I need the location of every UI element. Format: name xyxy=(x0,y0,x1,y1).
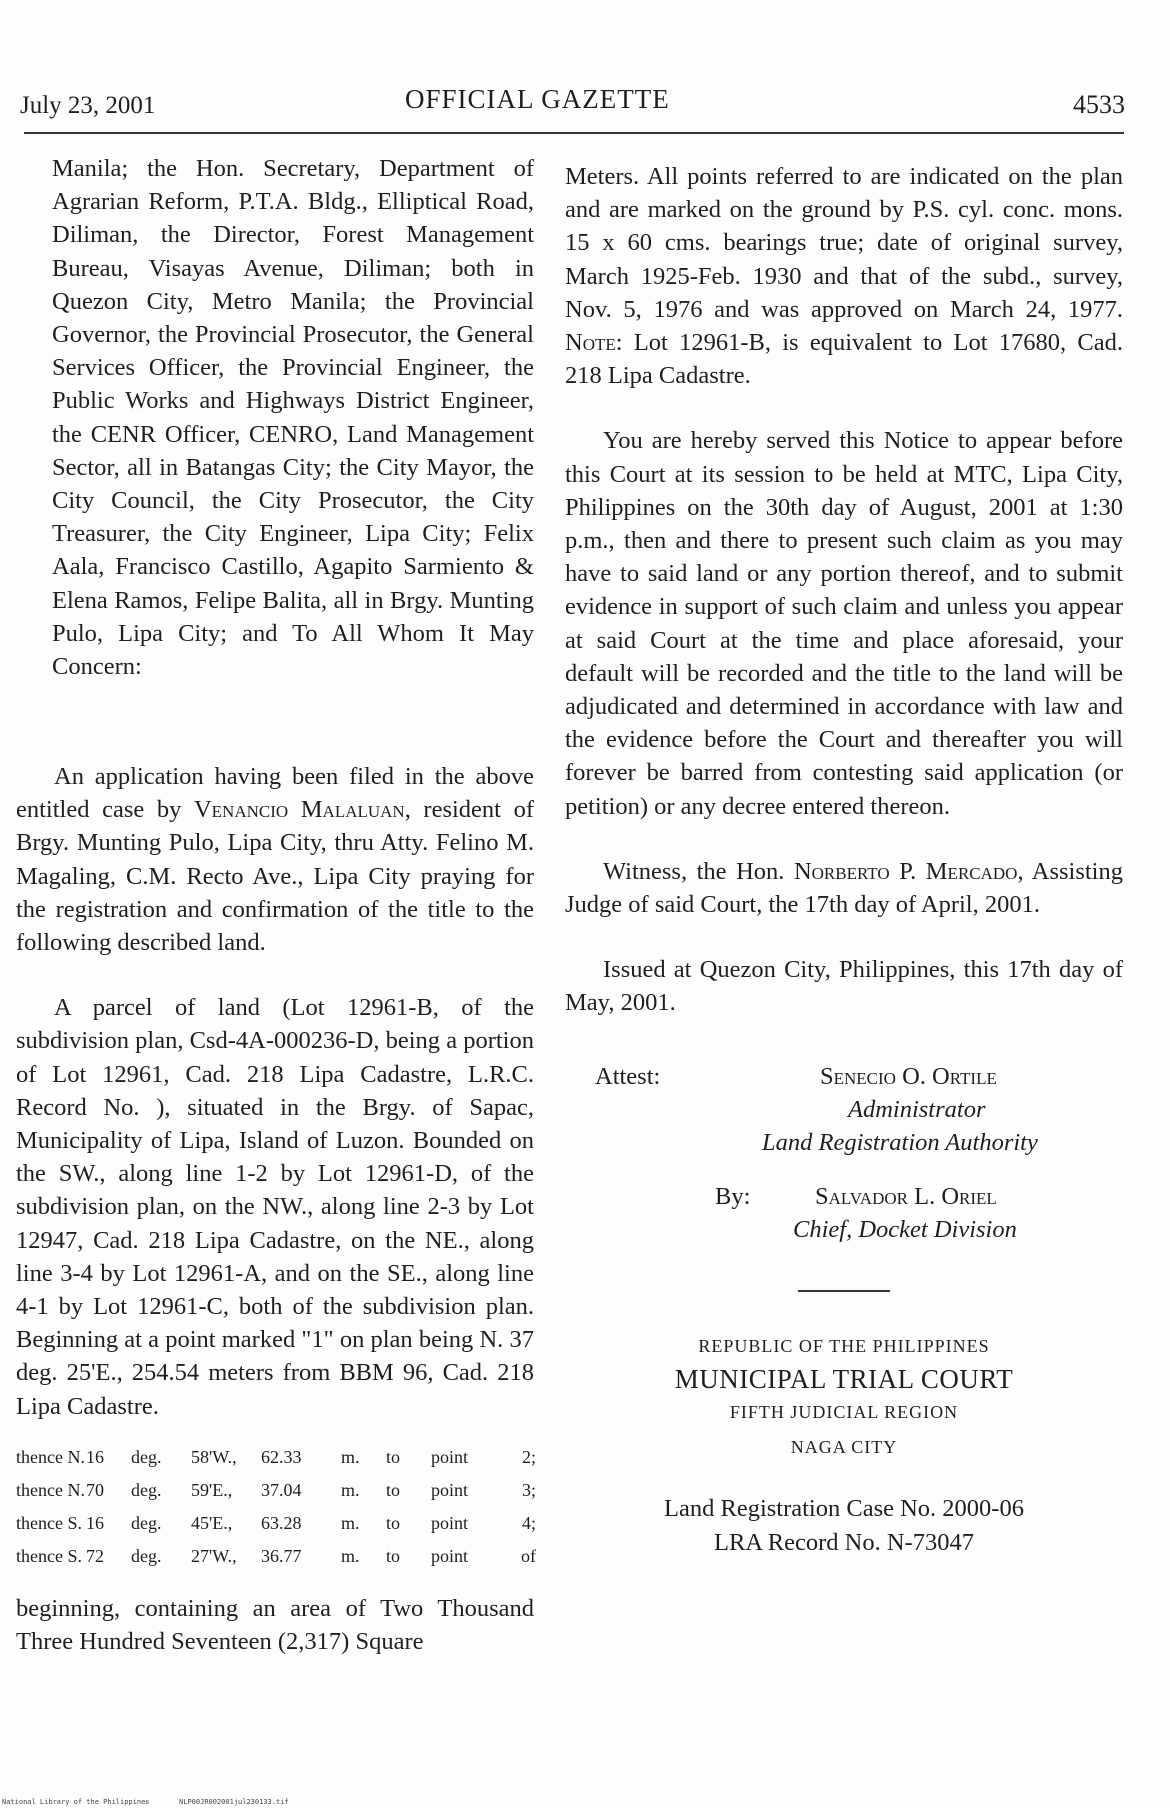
courses-table xyxy=(16,1441,536,1574)
attest-role: Administrator xyxy=(848,1095,986,1123)
area-paragraph: beginning, containing an area of Two Thousand Three Hundred Seventeen (2,317) Square xyxy=(16,1594,534,1655)
course-row xyxy=(16,1507,536,1540)
left-column-lower xyxy=(16,760,534,1658)
by-role: Chief, Docket Division xyxy=(793,1215,1017,1243)
course-cell: thence S. xyxy=(16,1513,82,1534)
course-cell: point xyxy=(431,1480,469,1501)
course-cell: deg. xyxy=(131,1480,162,1501)
lra-record-number: LRA Record No. N-73047 xyxy=(714,1528,974,1556)
attest-label: Attest: xyxy=(595,1062,661,1090)
case-number: Land Registration Case No. 2000-06 xyxy=(664,1495,1024,1523)
course-row xyxy=(16,1540,536,1573)
application-paragraph: An application having been filed in the above entitled case by Venancio Malaluan, resident of Brgy. Munting Pulo, Lipa City, thru Atty. Felino M. Magaling, C.M. Recto Ave., Lipa City praying for the registration and confirmation of the title to the following described land. xyxy=(16,763,535,957)
course-cell: 70 xyxy=(86,1480,104,1501)
course-cell: to xyxy=(386,1446,401,1467)
header-rule xyxy=(24,132,1124,134)
court-heading: MUNICIPAL TRIAL COURT xyxy=(674,1363,1014,1394)
left-column xyxy=(52,152,534,683)
course-cell: deg. xyxy=(131,1446,162,1467)
course-cell: point xyxy=(431,1513,469,1534)
addressees-paragraph: Manila; the Hon. Secretary, Department of Agrarian Reform, P.T.A. Bldg., Elliptical Road, Diliman, the Director, Forest Management Bureau, Visayas Avenue, Diliman; both in Quezon City, Metro Manila; the Provincial Governor, the Provincial Prosecutor, the General Services Officer, the Provincial Engineer, the Public Works and Highways District Engineer, the CENR Officer, CENRO, Land Management Sector, all in Batangas City; the City Mayor, the City Council, the City Prosecutor, the City Treasurer, the City Engineer, Lipa City; Felix Aala, Francisco Castillo, Agapito Sarmiento & Elena Ramos, Felipe Balita, all in Brgy. Munting Pulo, Lipa City; and To All Whom It May Concern: xyxy=(52,155,534,681)
witness-paragraph: Witness, the Hon. Norberto P. Mercado, Assisting Judge of said Court, the 17th day of April, 2001. xyxy=(565,857,1123,919)
note-label: Note xyxy=(565,329,616,357)
course-cell: thence S. xyxy=(16,1546,82,1567)
course-cell: 59'E., xyxy=(191,1480,233,1501)
attest-authority: Land Registration Authority xyxy=(762,1128,1038,1156)
city-heading: NAGA CITY xyxy=(790,1437,898,1458)
course-cell: m. xyxy=(341,1546,360,1567)
course-cell: m. xyxy=(341,1480,360,1501)
course-cell: to xyxy=(386,1513,401,1534)
course-cell: of xyxy=(521,1546,536,1567)
course-cell: point xyxy=(431,1446,469,1467)
course-cell: 36.77 xyxy=(261,1546,302,1567)
file-name: NLP00JR002001jul230133.tif xyxy=(179,1798,289,1806)
issued-paragraph: Issued at Quezon City, Philippines, this 17th day of May, 2001. xyxy=(565,956,1123,1017)
course-cell: 16 xyxy=(86,1513,104,1534)
course-cell: 16 xyxy=(86,1446,104,1467)
page-number: 4533 xyxy=(1073,90,1125,119)
course-row xyxy=(16,1441,536,1474)
notice-paragraph: You are hereby served this Notice to appear before this Court at its session to be held at MTC, Lipa City, Philippines on the 30th day of August, 2001 at 1:30 p.m., then and there to present such claim as you may have to said land or any portion thereof, and to submit evidence in support of such claim and unless you appear at said Court at the time and place aforesaid, your default will be recorded and the title to the land will be adjudicated and determined in accordance with law and the evidence before the Court and thereafter you will forever be barred from contesting said application (or petition) or any decree entered thereon. xyxy=(565,427,1123,820)
issue-date: July 23, 2001 xyxy=(20,92,156,119)
course-cell: 58'W., xyxy=(191,1446,237,1467)
course-cell: m. xyxy=(341,1446,360,1467)
course-cell: 45'E., xyxy=(191,1513,233,1534)
course-row xyxy=(16,1474,536,1507)
library-credit: National Library of the Philippines xyxy=(2,1798,150,1806)
course-cell: 3; xyxy=(521,1480,536,1501)
scan-footer xyxy=(2,1798,289,1806)
course-cell: 2; xyxy=(521,1446,536,1467)
course-cell: deg. xyxy=(131,1546,162,1567)
attestation-block xyxy=(565,1060,1123,1243)
course-cell: to xyxy=(386,1480,401,1501)
course-cell: 37.04 xyxy=(261,1480,302,1501)
judge-name: Norberto P. Mercado xyxy=(793,857,1018,885)
course-cell: thence N. xyxy=(16,1480,85,1501)
parcel-paragraph: A parcel of land (Lot 12961-B, of the subdivision plan, Csd-4A-000236-D, being a portion of Lot 12961, Cad. 218 Lipa Cadastre, L.R.C. Record No. ), situated in the Brgy. of Sapac, Municipality of Lipa, Island of Luzon. Bounded on the SW., along line 1-2 by Lot 12961-D, of the subdivision plan, on the NW., along line 2-3 by Lot 12947, Cad. 218 Lipa Cadastre, on the NE., along line 3-4 by Lot 12961-A, and on the SE., along line 4-1 by Lot 12961-C, both of the subdivision plan. Beginning at a point marked "1" on plan being N. 37 deg. 25'E., 254.54 meters from BBM 96, Cad. 218 Lipa Cadastre. xyxy=(16,994,534,1420)
by-name: Salvador L. Oriel xyxy=(815,1182,997,1210)
course-cell: 72 xyxy=(86,1546,104,1567)
course-cell: 63.28 xyxy=(261,1513,302,1534)
course-cell: 62.33 xyxy=(261,1446,302,1467)
course-cell: m. xyxy=(341,1513,360,1534)
attest-name: Senecio O. Ortile xyxy=(820,1062,997,1090)
course-cell: 4; xyxy=(521,1513,536,1534)
course-cell: thence N. xyxy=(16,1446,85,1467)
course-cell: to xyxy=(386,1546,401,1567)
republic-heading: REPUBLIC OF THE PHILIPPINES xyxy=(698,1335,990,1356)
course-cell: point xyxy=(431,1546,469,1567)
gazette-title: OFFICIAL GAZETTE xyxy=(405,84,670,114)
by-label: By: xyxy=(715,1182,751,1210)
region-heading: FIFTH JUDICIAL REGION xyxy=(729,1402,959,1423)
survey-paragraph: Meters. All points referred to are indicated on the plan and are marked on the ground by P.S. cyl. conc. mons. 15 x 60 cms. bearings true; date of original survey, March 1925-Feb. 1930 and that of the subd., survey, Nov. 5, 1976 and was approved on March 24, 1977. Note: Lot 12961-B, is equivalent to Lot 17680, Cad. 218 Lipa Cadastre. xyxy=(565,163,1123,390)
right-column xyxy=(565,160,1123,1559)
course-cell: 27'W., xyxy=(191,1546,237,1567)
course-cell: deg. xyxy=(131,1513,162,1534)
applicant-name: Venancio Malaluan xyxy=(193,796,405,824)
page-header xyxy=(20,84,1125,124)
